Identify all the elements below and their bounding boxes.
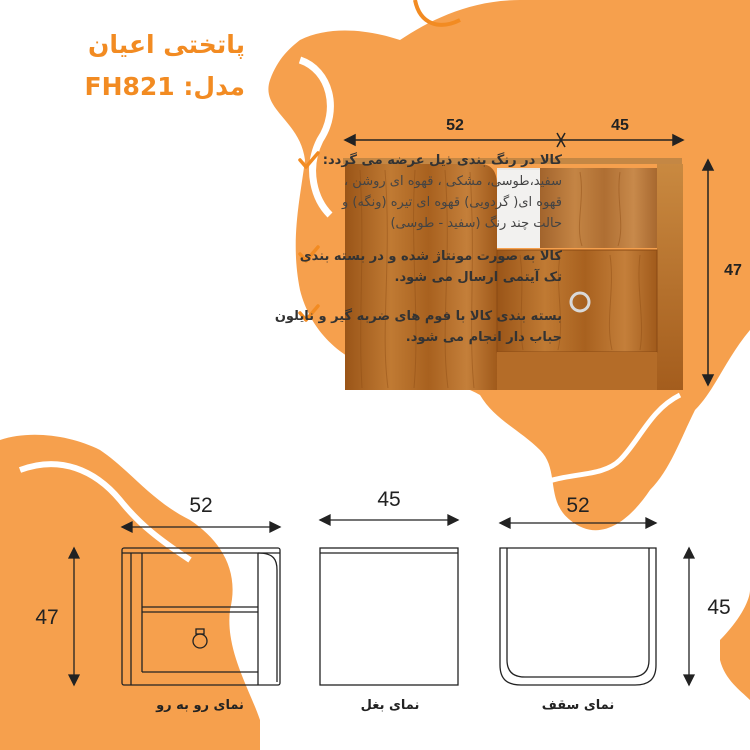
side-view-dim-arrows <box>320 515 458 525</box>
feature-line: بسته بندی کالا با فوم های ضربه گیر و نایلون <box>274 309 562 324</box>
front-view-height: 47 <box>35 606 59 629</box>
side-view-drawing <box>320 548 458 685</box>
main-height-label: 47 <box>724 262 742 279</box>
feature-line: کالا در رنگ بندی ذیل عرضه می گردد: <box>322 153 562 168</box>
feature-line: حالت چند رنگ (سفید - طوسی) <box>390 216 562 231</box>
feature-line: کالا به صورت مونتاژ شده و در بسته بندی <box>299 249 562 264</box>
front-view-caption: نمای رو به رو <box>156 698 244 713</box>
main-depth-label: 45 <box>611 117 629 134</box>
main-width-label: 52 <box>446 117 464 134</box>
feature-colors <box>252 150 562 234</box>
top-view-width: 52 <box>566 494 590 517</box>
feature-line: تک آیتمی ارسال می شود. <box>394 270 562 285</box>
feature-assembly <box>252 246 562 288</box>
feature-line: سفید،طوسی، مشکی ، قهوه ای روشن ، <box>343 174 562 189</box>
product-title: پاتختی اعیان <box>88 30 245 59</box>
feature-packaging <box>252 306 562 348</box>
top-view-dim-arrows <box>500 518 694 685</box>
top-view-caption: نمای سقف <box>541 698 615 713</box>
feature-line: حباب دار انجام می شود. <box>405 330 562 345</box>
side-view-caption: نمای بغل <box>360 698 420 713</box>
side-view-width: 45 <box>377 488 401 511</box>
front-view-width: 52 <box>189 494 213 517</box>
top-view-drawing <box>500 548 656 685</box>
top-view-height: 45 <box>707 596 731 619</box>
product-model: مدل: FH821 <box>84 72 245 101</box>
feature-line: قهوه ای( گردویی) قهوه ای تیره (ونگه) و <box>342 195 562 210</box>
